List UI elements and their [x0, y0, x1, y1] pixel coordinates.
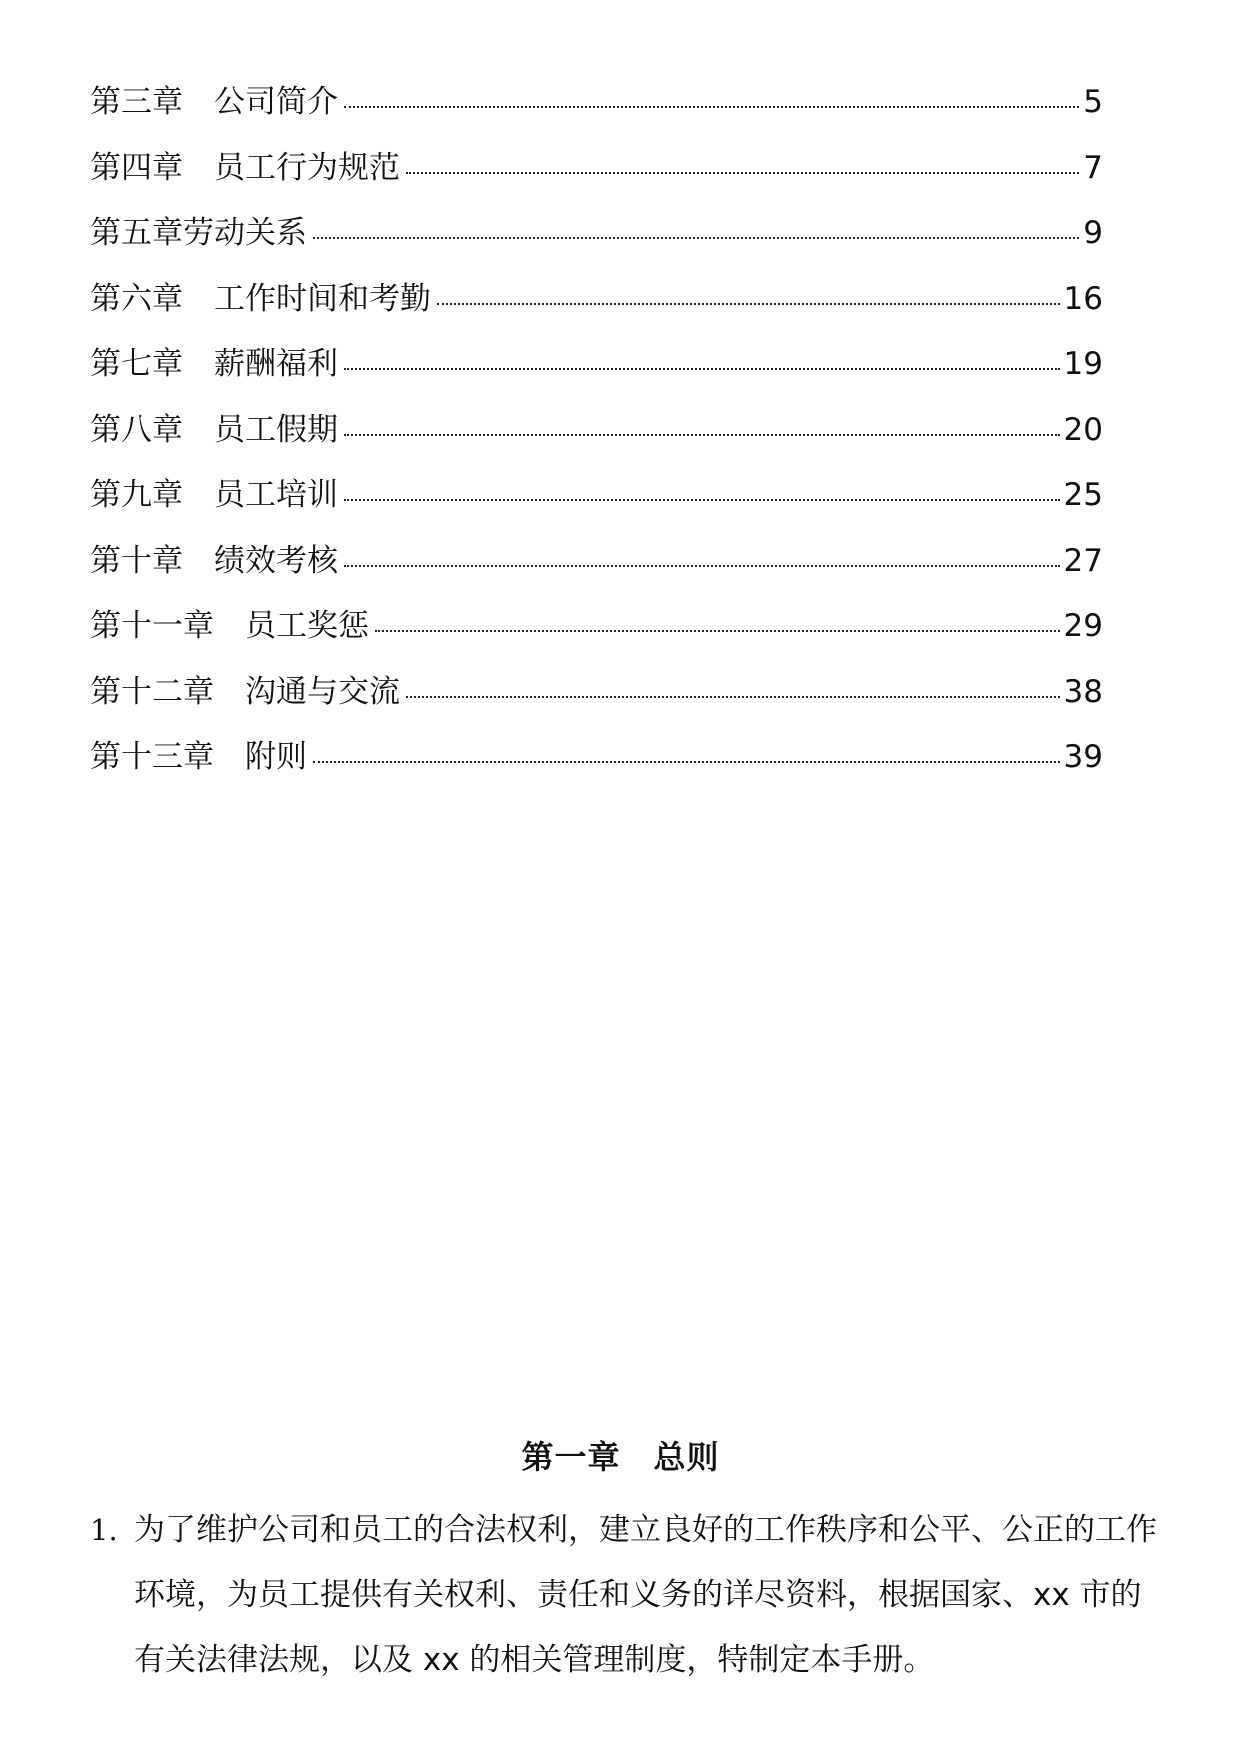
toc-page-number: 5	[1083, 84, 1103, 120]
toc-entry[interactable]	[90, 725, 1103, 791]
toc-gap	[183, 463, 214, 529]
paragraph-text: 为了维护公司和员工的合法权利，建立良好的工作秩序和公平、公正的工作环境，为员工提供有关权利、责任和义务的详尽资料，根据国家、xx 市的有关法律法规，以及 xx 的相关管理制度，特制定本手册。	[134, 1512, 1157, 1678]
toc-chapter-label: 第四章	[90, 149, 183, 186]
toc-chapter-label: 第五章	[90, 215, 183, 251]
toc-chapter-label: 第九章	[90, 477, 183, 513]
toc-gap	[214, 725, 245, 791]
toc-title: 员工奖惩	[245, 608, 369, 644]
toc-entry[interactable]	[90, 70, 1103, 136]
toc-page-number: 7	[1083, 149, 1103, 186]
toc-title: 附则	[245, 739, 307, 775]
toc-page-number: 38	[1063, 673, 1103, 710]
chapter-heading: 第一章 总则	[521, 1438, 720, 1476]
toc-dot-leader	[344, 499, 1060, 501]
toc-gap	[183, 267, 214, 333]
toc-title: 员工培训	[214, 477, 338, 513]
toc-dot-leader	[344, 106, 1079, 108]
toc-page-number: 20	[1063, 411, 1103, 448]
toc-chapter-label: 第七章	[90, 346, 183, 382]
toc-dot-leader	[406, 696, 1060, 698]
toc-dot-leader	[313, 237, 1079, 239]
toc-page-number: 16	[1063, 280, 1103, 317]
toc-title: 员工假期	[214, 411, 338, 448]
toc-entry[interactable]	[90, 463, 1103, 529]
toc-dot-leader	[406, 172, 1079, 174]
toc-title: 绩效考核	[214, 542, 338, 579]
toc-entry[interactable]	[90, 660, 1103, 726]
toc-dot-leader	[344, 434, 1060, 436]
toc-dot-leader	[344, 565, 1060, 567]
toc-gap	[183, 332, 214, 398]
toc-dot-leader	[375, 630, 1060, 632]
toc-entry[interactable]	[90, 201, 1103, 267]
toc-page-number: 25	[1063, 477, 1103, 513]
toc-gap	[183, 529, 214, 595]
toc-gap	[183, 70, 214, 136]
toc-chapter-label: 第六章	[90, 280, 183, 317]
toc-title: 员工行为规范	[214, 149, 400, 186]
toc-title: 公司简介	[214, 84, 338, 120]
toc-title: 薪酬福利	[214, 346, 338, 382]
paragraph-number: 1.	[90, 1513, 118, 1547]
toc-page-number: 29	[1063, 608, 1103, 644]
toc-chapter-label: 第十二章	[90, 673, 214, 710]
toc-dot-leader	[437, 303, 1060, 305]
toc-dot-leader	[344, 368, 1060, 370]
numbered-paragraph	[90, 1498, 1160, 1693]
toc-entry[interactable]	[90, 332, 1103, 398]
toc-dot-leader	[313, 761, 1060, 763]
toc-chapter-label: 第十三章	[90, 739, 214, 775]
toc-page-number: 9	[1083, 215, 1103, 251]
toc-entry[interactable]	[90, 529, 1103, 595]
toc-title: 工作时间和考勤	[214, 280, 431, 317]
toc-page-number: 27	[1063, 542, 1103, 579]
toc-entry[interactable]	[90, 136, 1103, 202]
toc-chapter-label: 第十一章	[90, 608, 214, 644]
toc-chapter-label: 第三章	[90, 84, 183, 120]
toc-title: 劳动关系	[183, 215, 307, 251]
toc-page-number: 39	[1063, 739, 1103, 775]
toc-title: 沟通与交流	[245, 673, 400, 710]
toc-gap	[183, 398, 214, 464]
toc-entry[interactable]	[90, 267, 1103, 333]
toc-chapter-label: 第十章	[90, 542, 183, 579]
table-of-contents	[90, 70, 1103, 791]
toc-gap	[214, 660, 245, 726]
toc-page-number: 19	[1063, 346, 1103, 382]
toc-gap	[214, 594, 245, 660]
toc-entry[interactable]	[90, 398, 1103, 464]
toc-gap	[183, 136, 214, 202]
toc-entry[interactable]	[90, 594, 1103, 660]
toc-chapter-label: 第八章	[90, 411, 183, 448]
